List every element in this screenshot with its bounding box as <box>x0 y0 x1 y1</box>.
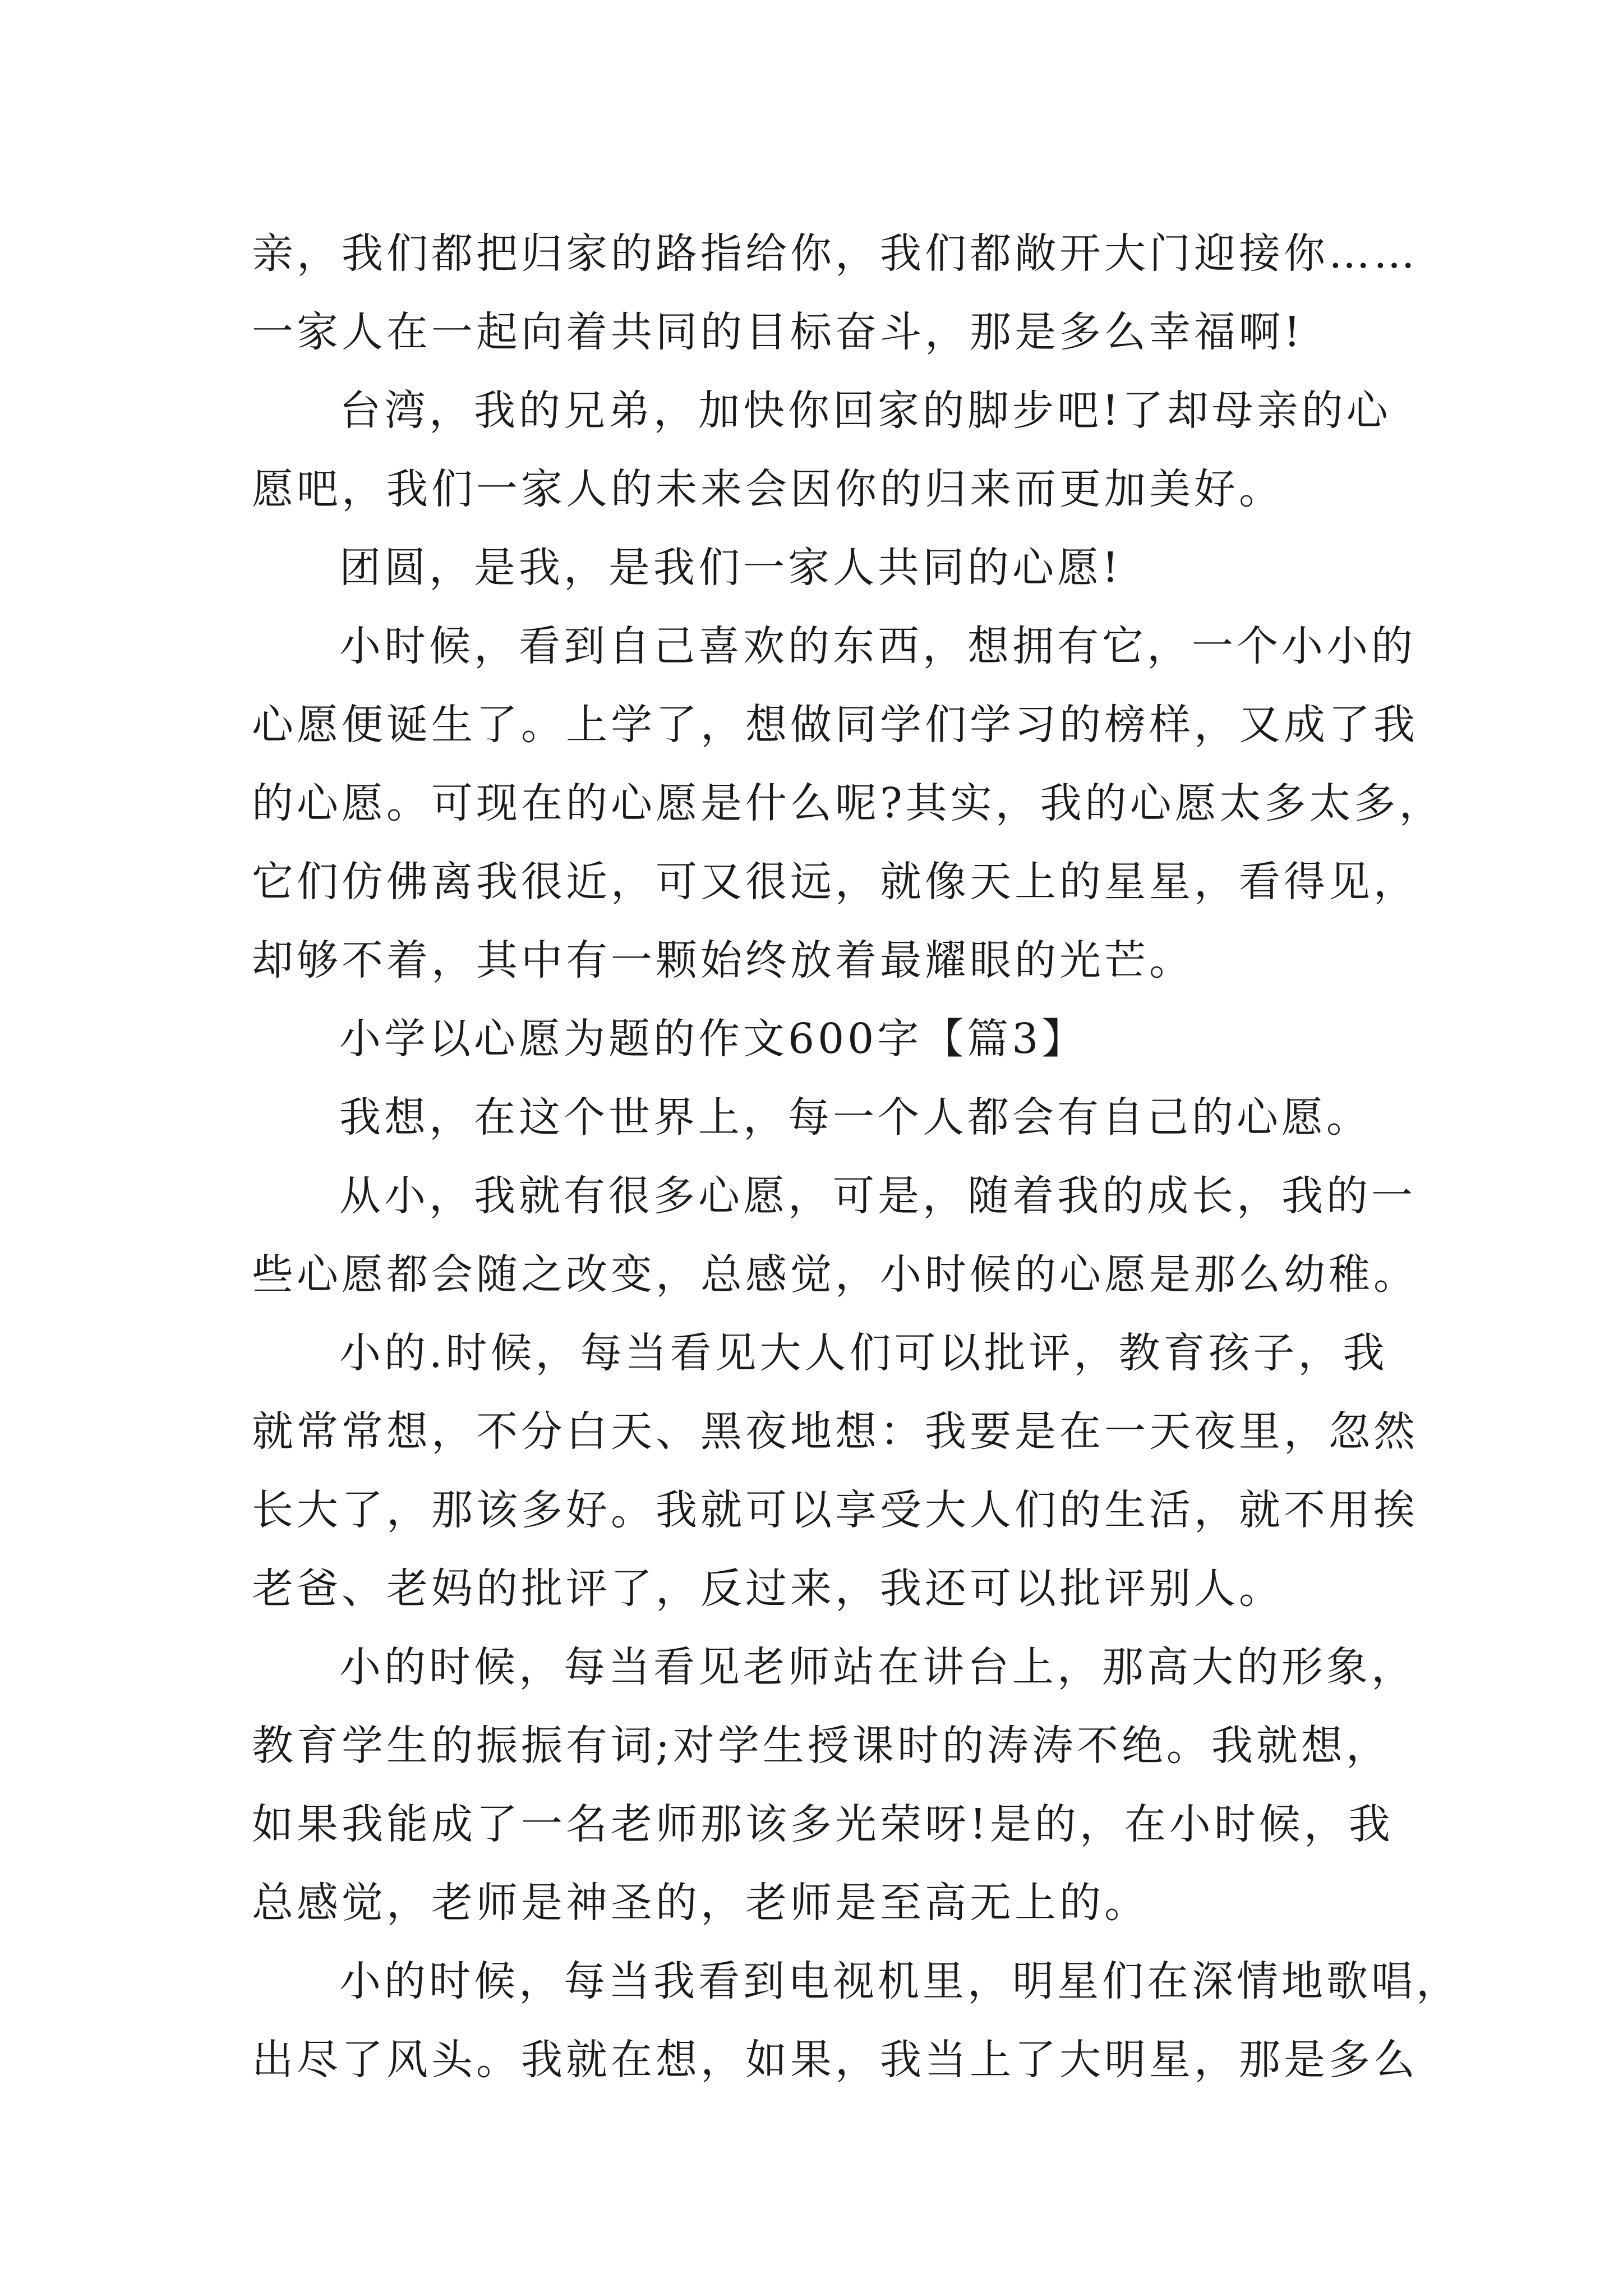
document-body <box>252 214 1461 2099</box>
text-line: 台湾，我的兄弟，加快你回家的脚步吧!了却母亲的心 <box>339 386 1391 435</box>
text-line: 就常常想，不分白天、黑夜地想：我要是在一天夜里，忽然 <box>252 1407 1418 1456</box>
text-line: 一家人在一起向着共同的目标奋斗，那是多么幸福啊! <box>252 308 1304 356</box>
text-line: 亲，我们都把归家的路指给你，我们都敞开大门迎接你…… <box>252 229 1418 278</box>
text-line: 长大了，那该多好。我就可以享受大人们的生活，就不用挨 <box>252 1486 1418 1534</box>
text-line: 小的时候，每当我看到电视机里，明星们在深情地歌唱， <box>339 1957 1461 2005</box>
text-line: 团圆，是我，是我们一家人共同的心愿! <box>339 544 1122 592</box>
text-line: 的心愿。可现在的心愿是什么呢?其实，我的心愿太多太多， <box>252 779 1444 827</box>
text-line: 小的时候，每当看见老师站在讲台上，那高大的形象， <box>339 1643 1416 1691</box>
text-line: 心愿便诞生了。上学了，想做同学们学习的榜样，又成了我 <box>252 701 1418 749</box>
text-line: 教育学生的振振有词;对学生授课时的涛涛不绝。我就想， <box>252 1722 1391 1770</box>
text-line: 却够不着，其中有一颗始终放着最耀眼的光芒。 <box>252 936 1194 984</box>
text-line: 小的.时候，每当看见大人们可以批评，教育孩子，我 <box>339 1329 1388 1377</box>
text-line: 总感觉，老师是神圣的，老师是至高无上的。 <box>252 1879 1149 1927</box>
text-line: 从小，我就有很多心愿，可是，随着我的成长，我的一 <box>339 1172 1416 1220</box>
text-line: 老爸、老妈的批评了，反过来，我还可以批评别人。 <box>252 1565 1284 1613</box>
text-line: 些心愿都会随之改变，总感觉，小时候的心愿是那么幼稚。 <box>252 1250 1418 1299</box>
text-line: 我想，在这个世界上，每一个人都会有自己的心愿。 <box>339 1093 1371 1142</box>
text-line: 它们仿佛离我很近，可又很远，就像天上的星星，看得见， <box>252 858 1418 906</box>
text-line: 愿吧，我们一家人的未来会因你的归来而更加美好。 <box>252 465 1284 513</box>
section-heading: 小学以心愿为题的作文600字【篇3】 <box>339 1015 1087 1063</box>
text-line: 小时候，看到自己喜欢的东西，想拥有它，一个小小的 <box>339 622 1416 670</box>
text-line: 如果我能成了一名老师那该多光荣呀!是的，在小时候，我 <box>252 1800 1394 1848</box>
text-line: 出尽了风头。我就在想，如果，我当上了大明星，那是多么 <box>252 2036 1418 2084</box>
